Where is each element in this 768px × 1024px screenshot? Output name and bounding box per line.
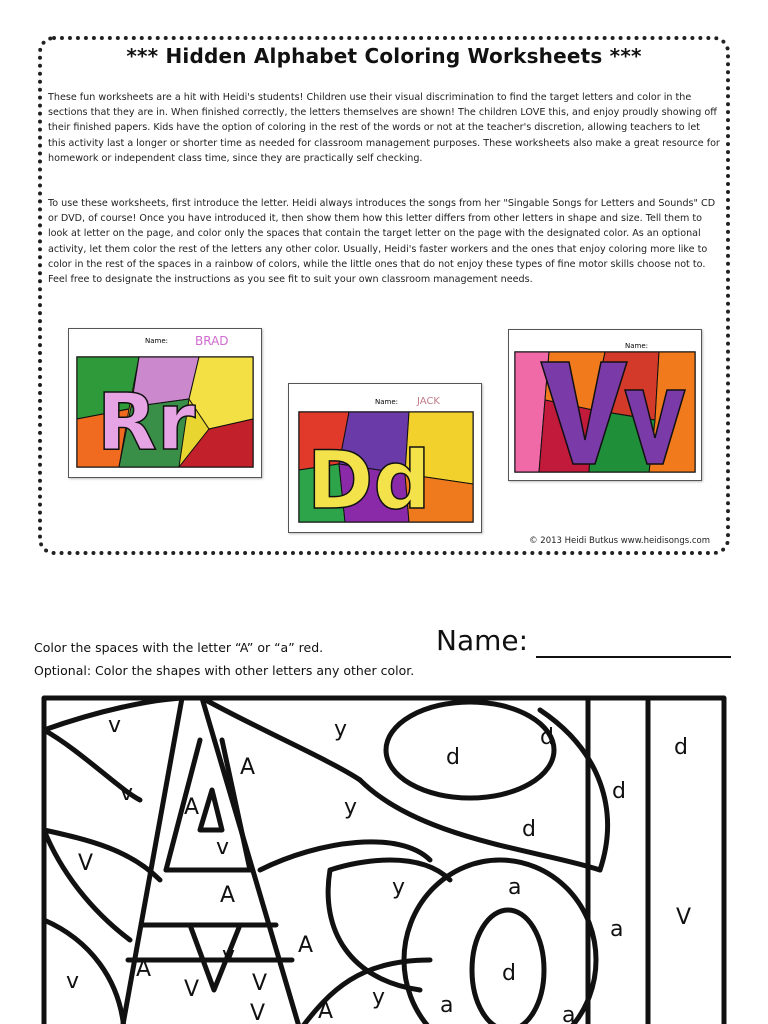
worksheet-letter: A: [184, 795, 200, 820]
page-title: *** Hidden Alphabet Coloring Worksheets ***: [126, 44, 642, 68]
worksheet-letter: A: [220, 883, 236, 908]
worksheet-letter: V: [252, 971, 268, 996]
worksheet-letter: d: [540, 725, 554, 750]
worksheet-letter: V: [250, 1001, 266, 1024]
worksheet-letter: v: [120, 781, 134, 806]
worksheet-letter: y: [392, 875, 406, 900]
worksheet-letter: y: [372, 985, 386, 1010]
worksheet-letter: a: [440, 993, 454, 1018]
sample-worksheet-r: [68, 328, 262, 478]
worksheet-optional-instruction: Optional: Color the shapes with other letters any other color.: [34, 663, 415, 678]
worksheet-letter: d: [612, 779, 626, 804]
worksheet-letter: A: [240, 755, 256, 780]
worksheet-letter: v: [216, 835, 230, 860]
sample-name-label: Name:: [625, 342, 649, 350]
sample-letters: Dd: [307, 434, 431, 527]
sample-student-name: JACK: [417, 396, 440, 407]
worksheet-letter: a: [610, 917, 624, 942]
worksheet-letter: V: [184, 977, 200, 1002]
worksheet-letter: d: [674, 735, 688, 760]
worksheet-letter: v: [108, 713, 122, 738]
worksheet-letter: y: [334, 717, 348, 742]
intro-paragraph-1: These fun worksheets are a hit with Heidi's students! Children use their visual discrimination to find the target letters and color in the sections that they are in. When finished correctly, the letters themselves are shown! The children LOVE this, and enjoy proudly showing off their finished papers. Kids have the option of coloring in the rest of the words or not at the teacher's discretion, allowing teachers to let this activity last a longer or shorter time as needed for classroom management purposes. These worksheets also make a great resource for homework or independent class time, since they are practically self checking.: [48, 92, 720, 164]
name-write-line[interactable]: [536, 656, 731, 658]
intro-paragraph-2: To use these worksheets, first introduce the letter. Heidi always introduces the songs from her "Singable Songs for Letters and Sounds" CD or DVD, of course! Once you have introduced it, then show them how this letter differs from other letters in shape and size. Tell them to look at letter on the page, and color only the spaces that contain the target letter on the page with the designated color. As an optional activity, let them color the rest of the letters any other color. Usually, Heidi's faster workers and the ones that enjoy coloring more like to color in the rest of the spaces in a rainbow of colors, while the little ones that do not enjoy these types of fine motor skills choose not to. Feel free to designate the instructions as you see fit to suit your own classroom management needs.: [48, 198, 716, 286]
worksheet-letter: d: [522, 817, 536, 842]
worksheet-letter: d: [502, 961, 516, 986]
worksheet-letter: v: [222, 943, 236, 968]
worksheet-letter: V: [676, 905, 692, 930]
worksheet-letter: y: [344, 795, 358, 820]
sample-worksheet-v: [508, 329, 702, 481]
sample-student-name: BRAD: [195, 334, 229, 348]
sample-letters: Rr: [97, 378, 196, 468]
copyright-text: © 2013 Heidi Butkus www.heidisongs.com: [529, 536, 710, 546]
worksheet-name-label: Name:: [436, 624, 529, 657]
worksheet-instruction: Color the spaces with the letter “A” or “a” red.: [34, 640, 324, 655]
sample-name-label: Name:: [375, 398, 399, 406]
worksheet-letter: V: [78, 851, 94, 876]
sample-worksheet-d: [288, 383, 482, 533]
worksheet-letter: a: [562, 1003, 576, 1024]
worksheet-letter: A: [298, 933, 314, 958]
sample-name-label: Name:: [145, 337, 169, 345]
coloring-worksheet: [0, 690, 768, 1024]
worksheet-letter: d: [446, 745, 460, 770]
worksheet-letter: a: [508, 875, 522, 900]
worksheet-letter: v: [66, 969, 80, 994]
worksheet-letter: A: [318, 999, 334, 1024]
worksheet-letter: A: [136, 957, 152, 982]
